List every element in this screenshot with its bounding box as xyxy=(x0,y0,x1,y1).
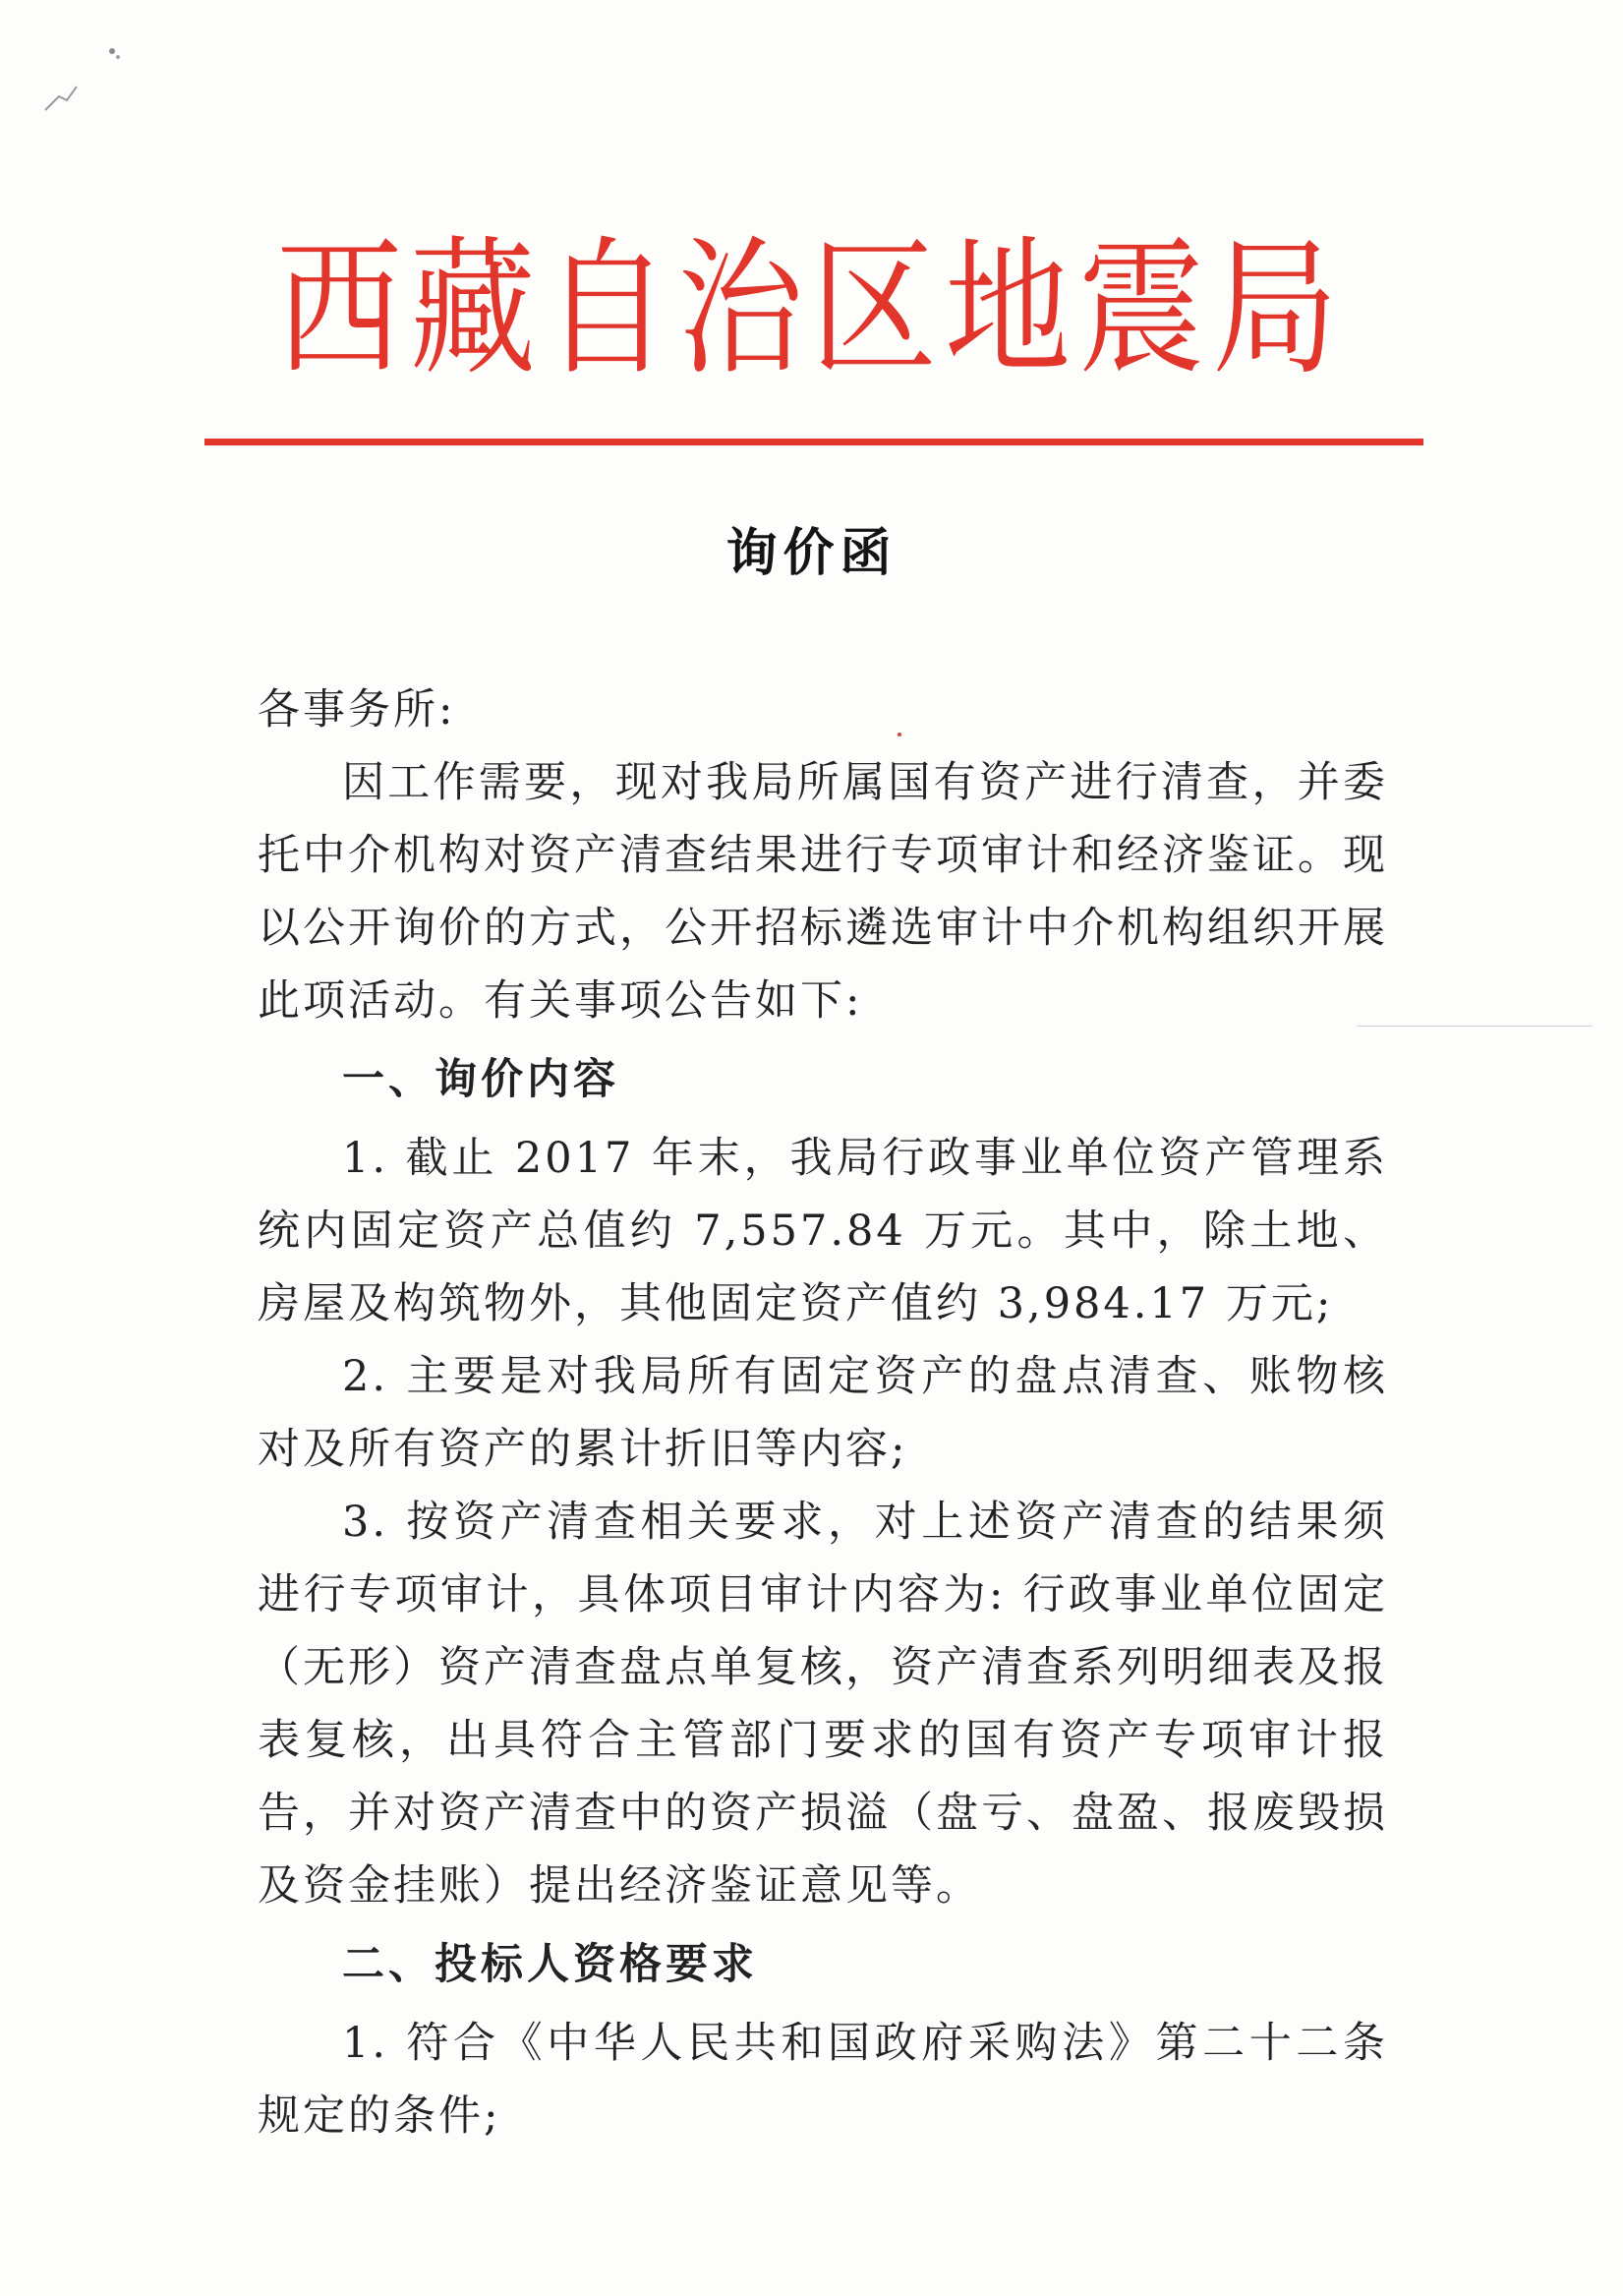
letterhead-red-rule xyxy=(204,439,1423,445)
scan-hairline xyxy=(1357,1026,1593,1027)
list-item: 1. 符合《中华人民共和国政府采购法》第二十二条规定的条件; xyxy=(258,2019,1388,2141)
letter-body xyxy=(258,674,1388,2152)
page-title: 询价函 xyxy=(725,524,898,583)
list-item: 1. 截止 2017 年末，我局行政事业单位资产管理系统内固定资产总值约 7,557.84 万元。其中，除土地、房屋及构筑物外，其他固定资产值约 3,984.17 万元; xyxy=(258,1134,1388,1328)
section-heading-bidder-qualifications: 二、投标人资格要求 xyxy=(342,1940,758,1989)
letterhead-organization: 西藏自治区地震局 xyxy=(275,222,1346,396)
intro-paragraph: 因工作需要，现对我局所属国有资产进行清查，并委托中介机构对资产清查结果进行专项审计和经济鉴证。现以公开询价的方式，公开招标遴选审计中介机构组织开展此项活动。有关事项公告如下: xyxy=(258,758,1388,1026)
list-item: 3. 按资产清查相关要求，对上述资产清查的结果须进行专项审计，具体项目审计内容为: 行政事业单位固定（无形）资产清查盘点单复核，资产清查系列明细表及报表复核，出具符合主管部门要求的国有资产专项审计报告，并对资产清查中的资产损溢（盘亏、盘盈、报废毁损及资金挂账）提出经济鉴证意见等。 xyxy=(258,1498,1388,1911)
section-heading-inquiry-content: 一、询价内容 xyxy=(342,1055,619,1104)
salutation: 各事务所: xyxy=(258,685,456,735)
list-item: 2. 主要是对我局所有固定资产的盘点清查、账物核对及所有资产的累计折旧等内容; xyxy=(258,1352,1388,1474)
scan-smudge-icon xyxy=(37,39,126,118)
